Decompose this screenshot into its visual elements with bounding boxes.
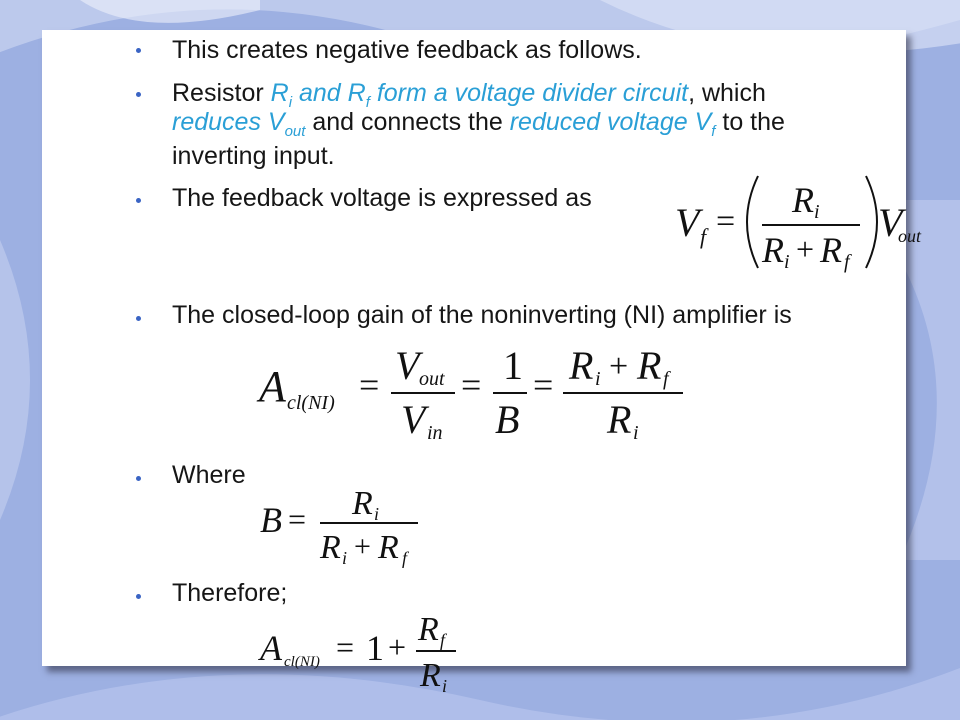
bullet-text-5: Where (172, 461, 246, 489)
highlight-text (172, 108, 306, 140)
eq-symbol: R (320, 529, 341, 566)
eq-subscript: f (700, 224, 707, 249)
eq-subscript: i (442, 676, 448, 696)
text-fragment: , which (688, 79, 766, 107)
bullet-text (172, 184, 592, 213)
final-gain-equation (258, 604, 478, 696)
text-fragment: inverting input. (172, 142, 335, 170)
eq-symbol: A (259, 362, 286, 411)
eq-operator: + (796, 231, 815, 267)
eq-subscript: out (898, 226, 922, 246)
eq-symbol: V (675, 200, 700, 245)
eq-symbol: R (569, 343, 594, 388)
eq-number: 1 (503, 343, 523, 388)
bullet-text (172, 301, 792, 330)
bullet-dot (136, 198, 141, 203)
eq-symbol: V (401, 397, 426, 442)
bullet-text (172, 36, 642, 65)
bullet-dot (136, 48, 141, 53)
eq-symbol: R (420, 657, 441, 694)
eq-subscript: in (427, 422, 443, 444)
bullet-text-3: The feedback voltage is expressed as (172, 184, 592, 212)
highlight-text (509, 108, 716, 140)
eq-symbol: R (418, 611, 439, 648)
subscript: out (284, 123, 306, 140)
bullet-dot (136, 316, 141, 321)
bullet-dot (136, 476, 141, 481)
eq-symbol: R (820, 230, 842, 270)
eq-subscript: out (419, 368, 445, 390)
bullet-text-1: This creates negative feedback as follows. (172, 36, 642, 64)
bullet-dot (136, 594, 141, 599)
eq-symbol: R (378, 529, 399, 566)
eq-number: 1 (366, 628, 384, 668)
eq-symbol: A (260, 628, 282, 668)
bullet-dot (136, 92, 141, 97)
bullet-text-4: The closed-loop gain of the noninverting (NI) amplifier is (172, 301, 792, 329)
text-fragment: R (270, 79, 289, 107)
eq-symbol: R (637, 343, 662, 388)
eq-symbol: R (762, 230, 784, 270)
text-fragment: form a voltage divider circuit (369, 79, 689, 107)
eq-subscript: i (595, 368, 601, 390)
highlight-text (270, 79, 689, 111)
eq-symbol: B (260, 500, 282, 540)
eq-operator: = (716, 203, 736, 240)
eq-subscript: i (374, 504, 380, 524)
eq-symbol: V (878, 200, 903, 245)
eq-subscript: f (844, 251, 850, 273)
eq-symbol: R (352, 485, 373, 522)
text-fragment: and R (292, 79, 366, 107)
eq-subscript: i (633, 422, 639, 444)
text-fragment: to the (715, 108, 785, 136)
eq-subscript: f (663, 368, 669, 390)
eq-subscript: f (402, 548, 408, 568)
eq-subscript: f (440, 630, 446, 650)
text-fragment: Resistor (172, 79, 271, 107)
eq-operator: = (336, 629, 355, 665)
bullet-text (172, 79, 766, 111)
bullet-text (172, 461, 246, 490)
eq-subscript: cl(NI) (287, 392, 335, 414)
bullet-text-continued (172, 108, 785, 140)
text-fragment: reduced voltage V (509, 108, 712, 136)
left-paren (747, 176, 758, 268)
eq-symbol: V (395, 343, 420, 388)
bullet-text-6: Therefore; (172, 579, 288, 607)
text-fragment: and connects the (305, 108, 510, 136)
subscript: f (711, 123, 716, 140)
eq-operator: + (354, 530, 371, 563)
eq-symbol: R (792, 180, 814, 220)
b-definition-equation (258, 478, 428, 570)
eq-subscript: i (784, 251, 790, 273)
bullet-text-continued (172, 142, 335, 171)
feedback-voltage-equation (660, 170, 930, 275)
subscript: f (365, 94, 370, 111)
eq-subscript: i (814, 201, 820, 223)
right-paren (866, 176, 877, 268)
closed-loop-gain-equation (255, 335, 695, 447)
eq-subscript: cl(NI) (284, 654, 320, 670)
eq-operator: = (461, 365, 482, 405)
eq-operator: + (609, 348, 629, 385)
subscript: i (288, 94, 293, 111)
eq-operator: = (533, 365, 554, 405)
eq-operator: = (359, 365, 380, 405)
text-fragment: reduces V (172, 108, 285, 136)
eq-symbol: B (495, 397, 520, 442)
eq-symbol: R (607, 397, 632, 442)
eq-operator: + (388, 629, 407, 665)
eq-subscript: i (342, 548, 348, 568)
eq-operator: = (288, 501, 307, 537)
